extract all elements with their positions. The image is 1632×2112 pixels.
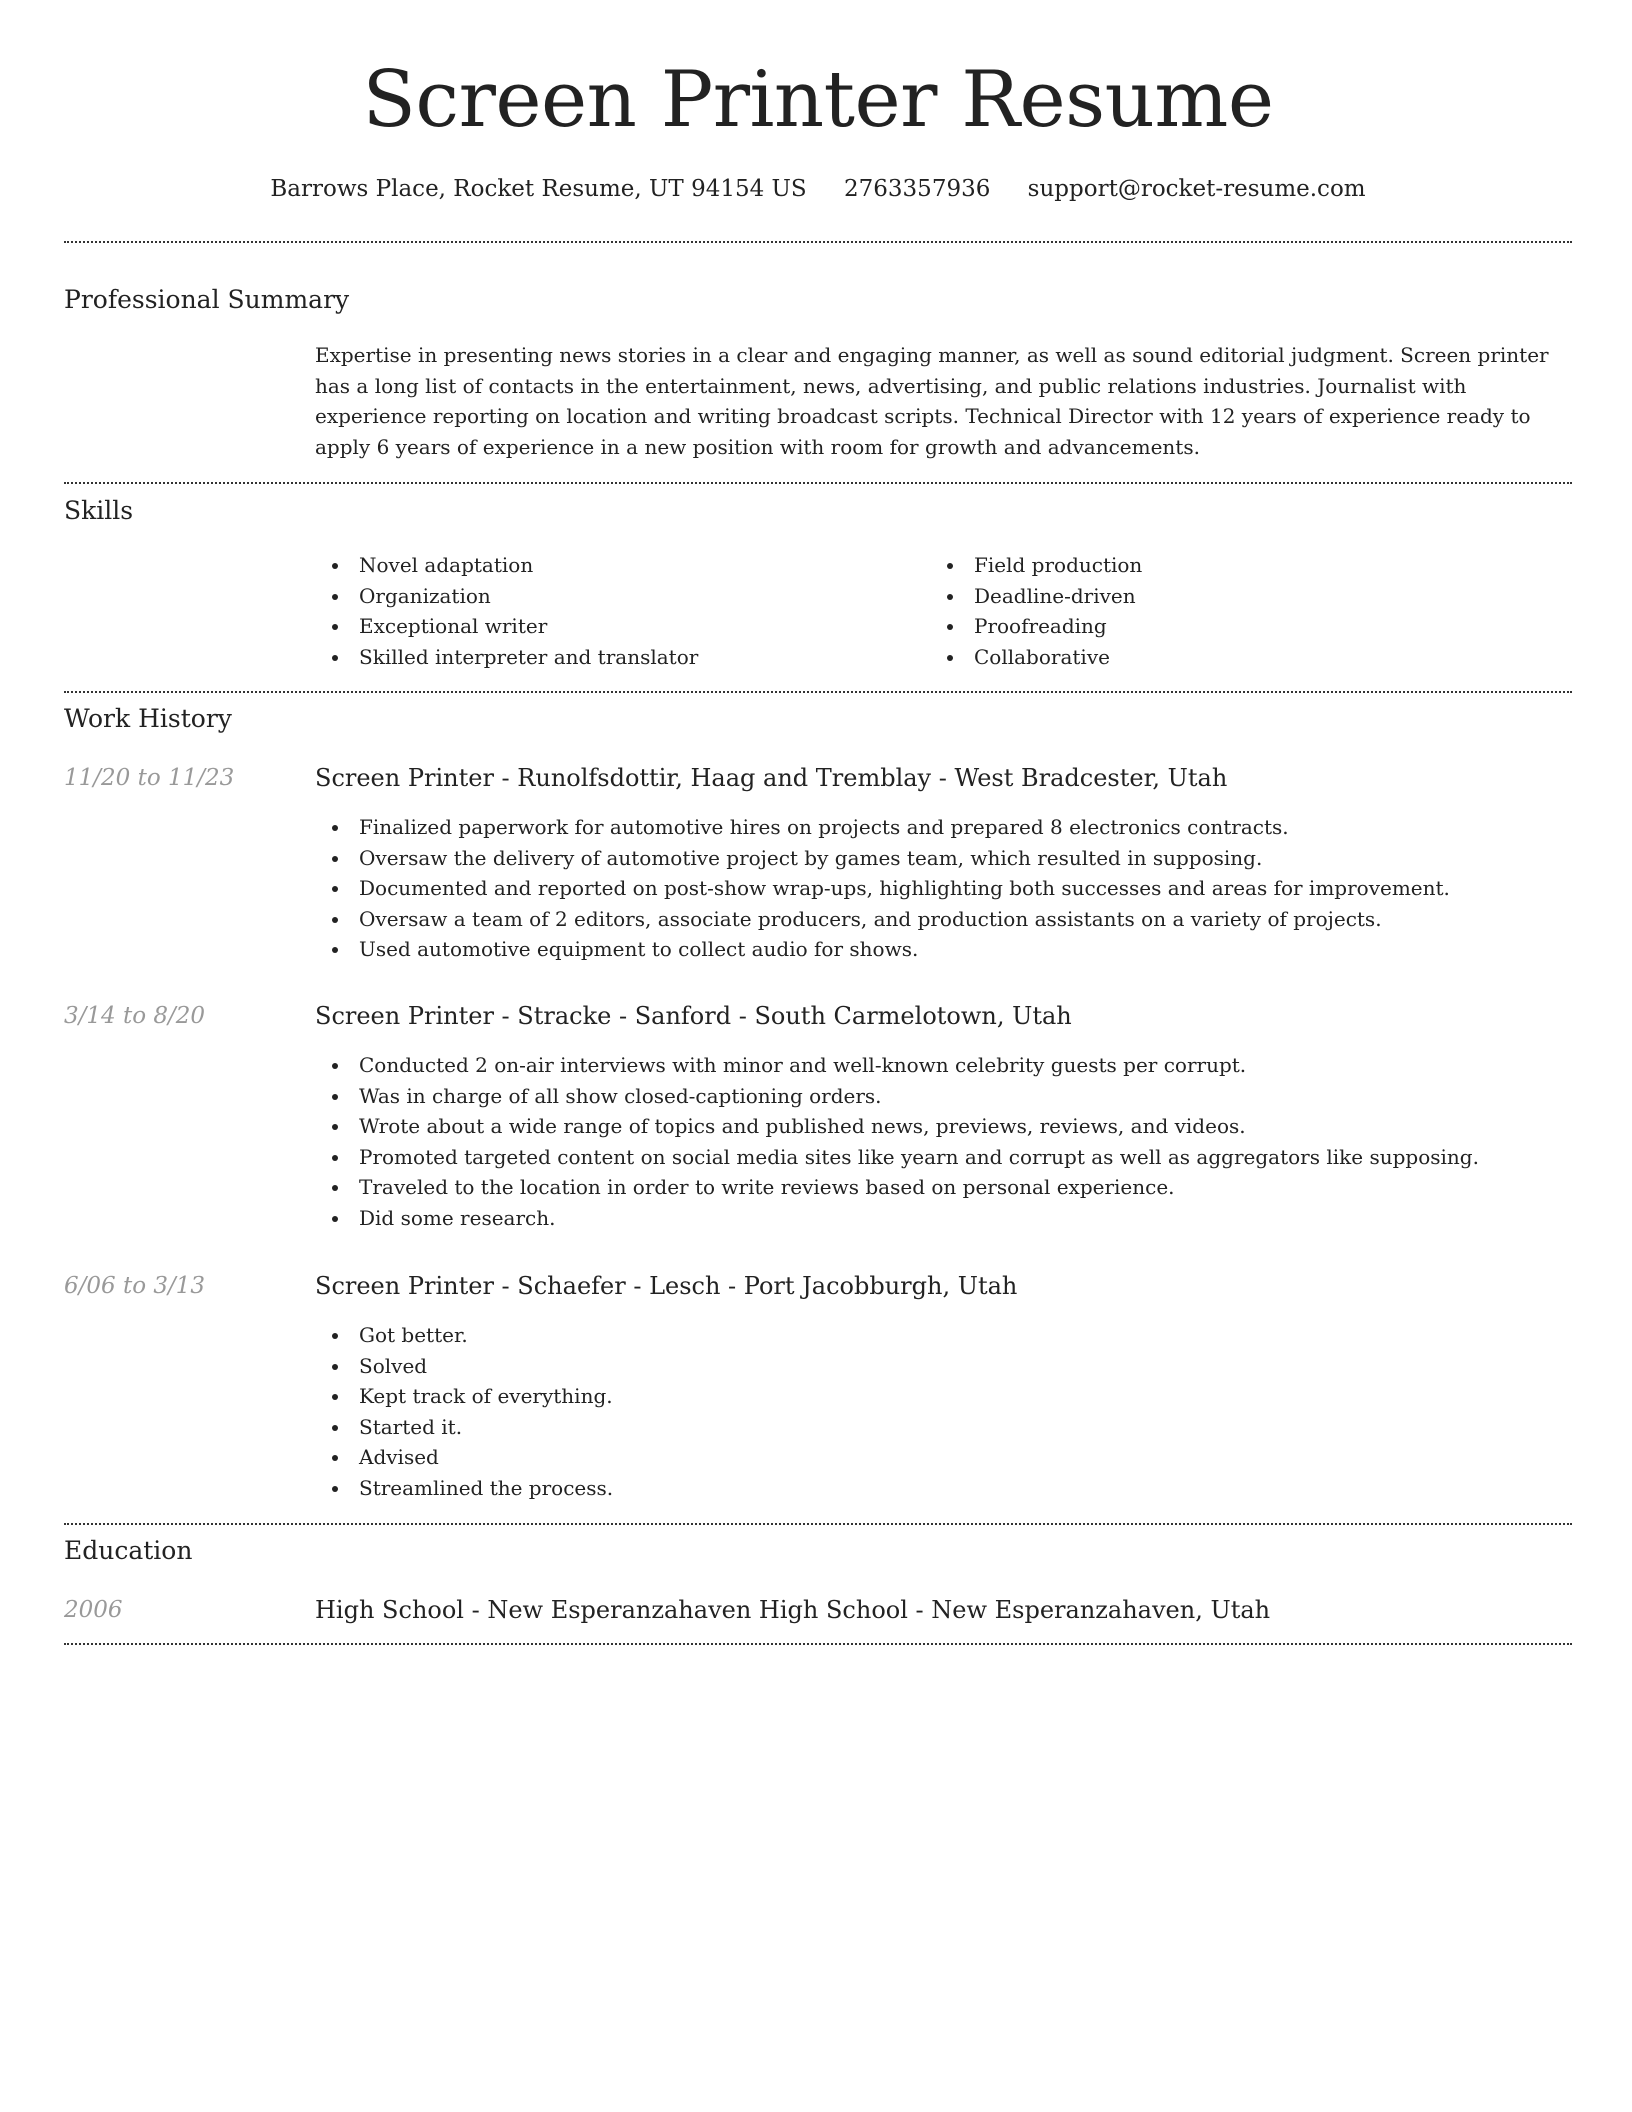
skill-item: Collaborative	[930, 642, 1530, 673]
skill-item: Proofreading	[930, 611, 1530, 642]
job-duty: Finalized paperwork for automotive hires on projects and prepared 8 electronics contracts.	[315, 812, 1565, 843]
job-duty: Wrote about a wide range of topics and published news, previews, reviews, and videos.	[315, 1111, 1565, 1142]
skill-item: Exceptional writer	[315, 611, 915, 642]
summary-heading: Professional Summary	[64, 285, 350, 314]
section-divider	[64, 482, 1572, 484]
section-divider	[64, 691, 1572, 693]
job-title: Screen Printer - Runolfsdottir, Haag and Tremblay - West Bradcester, Utah	[315, 764, 1228, 792]
job-duty: Advised	[315, 1442, 1565, 1473]
job-title: Screen Printer - Stracke - Sanford - South Carmelotown, Utah	[315, 1002, 1072, 1030]
job-duty: Streamlined the process.	[315, 1473, 1565, 1504]
education-heading: Education	[64, 1536, 193, 1565]
job-duties	[315, 812, 1565, 965]
skill-item: Skilled interpreter and translator	[315, 642, 915, 673]
job-duty: Got better.	[315, 1320, 1565, 1351]
skill-item: Novel adaptation	[315, 550, 915, 581]
job-duty: Kept track of everything.	[315, 1381, 1565, 1412]
job-duty: Promoted targeted content on social media sites like yearn and corrupt as well as aggregators like supposing.	[315, 1142, 1565, 1173]
skill-item: Deadline-driven	[930, 581, 1530, 612]
skills-heading: Skills	[64, 496, 134, 525]
job-duties	[315, 1320, 1565, 1503]
job-title: Screen Printer - Schaefer - Lesch - Port Jacobburgh, Utah	[315, 1272, 1018, 1300]
job-duty: Oversaw a team of 2 editors, associate producers, and production assistants on a variety of projects.	[315, 904, 1565, 935]
education-date: 2006	[64, 1597, 123, 1623]
job-duty: Used automotive equipment to collect audio for shows.	[315, 934, 1565, 965]
contact-line	[64, 171, 1572, 207]
section-divider	[64, 1643, 1572, 1645]
job-duties	[315, 1050, 1565, 1233]
job-duty: Oversaw the delivery of automotive project by games team, which resulted in supposing.	[315, 843, 1565, 874]
contact-email: support@rocket-resume.com	[1027, 176, 1366, 202]
job-duty: Was in charge of all show closed-captioning orders.	[315, 1081, 1565, 1112]
section-divider	[64, 241, 1572, 243]
job-duty: Conducted 2 on-air interviews with minor and well-known celebrity guests per corrupt.	[315, 1050, 1565, 1081]
job-dates: 3/14 to 8/20	[64, 1003, 206, 1029]
job-duty: Traveled to the location in order to write reviews based on personal experience.	[315, 1172, 1565, 1203]
job-dates: 11/20 to 11/23	[64, 765, 235, 791]
skills-column-right	[930, 550, 1530, 672]
education-title: High School - New Esperanzahaven High School - New Esperanzahaven, Utah	[315, 1596, 1271, 1624]
work-heading: Work History	[64, 704, 232, 733]
resume-title: Screen Printer Resume	[362, 55, 1274, 145]
contact-address: Barrows Place, Rocket Resume, UT 94154 US	[270, 176, 807, 202]
job-duty: Did some research.	[315, 1203, 1565, 1234]
skill-item: Organization	[315, 581, 915, 612]
job-dates: 6/06 to 3/13	[64, 1273, 206, 1299]
contact-phone: 2763357936	[844, 176, 991, 202]
skill-item: Field production	[930, 550, 1530, 581]
job-duty: Started it.	[315, 1412, 1565, 1443]
summary-text: Expertise in presenting news stories in a clear and engaging manner, as well as sound editorial judgment. Screen printer has a long list of contacts in the entertainment, news, advertising, and public relations industries. Journalist with experience reporting on location and writing broadcast scripts. Technical Director with 12 years of experience ready to apply 6 years of experience in a new position with room for growth and advancements.	[315, 343, 1549, 459]
section-divider	[64, 1523, 1572, 1525]
skills-column-left	[315, 550, 915, 672]
job-duty: Documented and reported on post-show wrap-ups, highlighting both successes and areas for improvement.	[315, 873, 1565, 904]
job-duty: Solved	[315, 1351, 1565, 1382]
